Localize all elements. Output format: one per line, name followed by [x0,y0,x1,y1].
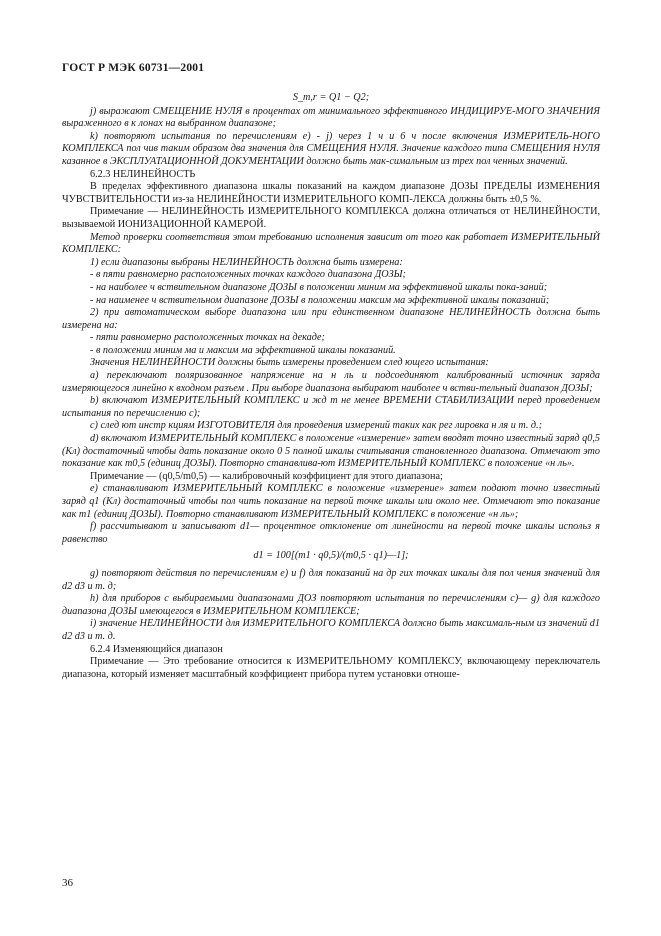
paragraph: Метод проверки соответствия этом требованию исполнения зависит от того как работает ИЗМЕРИТЕЛЬНЫЙ КОМПЛЕКС: [62,231,600,256]
list-item-b: b) включают ИЗМЕРИТЕЛЬНЫЙ КОМПЛЕКС и жд т не менее ВРЕМЕНИ СТАБИЛИЗАЦИИ перед проведением испытания по перечислению с); [62,395,600,419]
list-item-i: i) значение НЕЛИНЕЙНОСТИ для ИЗМЕРИТЕЛЬНОГО КОМПЛЕКСА должно быть максималь-ным из значений d1 d2 d3 и т. д. [62,618,600,642]
list-item-a: а) переключают поляризованное напряжение на н ль и подсоединяют калиброванный источник заряда измеряющегося линейно к входном разъем . При выборе диапазона выбирают наиболее ч встви-тельный диапазон ДОЗЫ; [62,370,600,394]
document-header: ГОСТ Р МЭК 60731—2001 [62,62,205,74]
section-heading-6-2-3: 6.2.3 НЕЛИНЕЙНОСТЬ [90,168,196,180]
list-item-j: j) выражают СМЕЩЕНИЕ НУЛЯ в процентах от минимального эффективного ИНДИЦИРУЕ-МОГО ЗНАЧЕНИЯ выраженного в к лонах на выбранном диапазоне; [62,105,600,130]
formula-nonlinearity: d1 = 100[(m1 · q0,5)/(m0,5 · q1)—1]; [253,550,409,562]
list-item-c: с) след ют инстр кциям ИЗГОТОВИТЕЛЯ для проведения измерений таких как рег лировка н ля и т. д.; [90,420,542,432]
list-item-f: f) рассчитывают и записывают d1— процентное отклонение от линейности на первой точке шкалы использ я равенство [62,521,600,545]
list-item: - в пяти равномерно расположенных точках каждого диапазона ДОЗЫ; [90,269,406,281]
list-item-e: е) станавливают ИЗМЕРИТЕЛЬНЫЙ КОМПЛЕКС в положение «измерение» затем подают точно известный заряд q1 (Кл) достаточный чтобы пол чить показание на первой точке шкалы или около нее. Отмечают это показание как m1 (единиц ДОЗЫ). Повторно станавливают ИЗМЕРИТЕЛЬНЫЙ КОМПЛЕКС в положение «н ль»; [62,483,600,520]
list-item-k: k) повторяют испытания по перечислениям е) - j) через 1 ч и 6 ч после включения ИЗМЕРИТЕЛЬ-НОГО КОМПЛЕКСА пол чив таким образом два значения для СМЕЩЕНИЯ НУЛЯ. Значение каждого типа СМЕЩЕНИЯ НУЛЯ казанное в ЭКСПЛУАТАЦИОННОЙ ДОКУМЕНТАЦИИ должно быть мак-симальным из трех пол ченных значений. [62,130,600,167]
paragraph: Значения НЕЛИНЕЙНОСТИ должны быть измерены проведением след ющего испытания: [90,357,489,369]
section-heading-6-2-4: 6.2.4 Изменяющийся диапазон [90,643,223,655]
list-item: 1) если диапазоны выбраны НЕЛИНЕЙНОСТЬ должна быть измерена: [90,256,403,268]
formula-zero-shift: S_m,r = Q1 − Q2; [292,92,370,103]
list-item-g: g) повторяют действия по перечислениям е) и f) для показаний на др гих точках шкалы для пол чения значений для d2 d3 и т. д; [62,567,600,592]
document-body [62,92,600,681]
paragraph: В пределах эффективного диапазона шкалы показаний на каждом диапазоне ДОЗЫ ПРЕДЕЛЫ ИЗМЕНЕНИЯ ЧУВСТВИТЕЛЬНОСТИ из-за НЕЛИНЕЙНОСТИ ИЗМЕРИТЕЛЬНОГО КОМП-ЛЕКСА должны быть ±0,5 %. [62,181,600,205]
list-item: - на наиболее ч вствительном диапазоне ДОЗЫ в положении миним ма эффективной шкалы пока-заний; [90,281,548,293]
note: Примечание — Это требование относится к ИЗМЕРИТЕЛЬНОМУ КОМПЛЕКСУ, включающему переключатель диапазона, который изменяет масштабный коэффициент прибора путем установки отноше- [62,656,600,680]
note: Примечание — (q0,5/m0,5) — калибровочный коэффициент для этого диапазона; [90,470,443,482]
list-item: - на наименее ч вствительном диапазоне ДОЗЫ в положении максим ма эффективной шкалы показаний; [90,294,550,306]
note: Примечание — НЕЛИНЕЙНОСТЬ ИЗМЕРИТЕЛЬНОГО КОМПЛЕКСА должна отличаться от НЕЛИНЕЙНОСТИ, вызываемой ИОНИЗАЦИОННОЙ КАМЕРОЙ. [62,206,600,230]
list-item-d: d) включают ИЗМЕРИТЕЛЬНЫЙ КОМПЛЕКС в положение «измерение» затем вводят точно известный заряд q0,5 (Кл) достаточный чтобы дать показание около 0 5 полной шкалы считывания становленного диапазона. Отмечают это показание как m0,5 (единиц ДОЗЫ). Повторно станавлива-ют ИЗМЕРИТЕЛЬНЫЙ КОМПЛЕКС в положение «н ль». [62,433,600,470]
list-item-h: h) для приборов с выбираемыми диапазонами ДОЗ повторяют испытания по перечислениям с)— g) для каждого диапазона ДОЗЫ имеющегося в ИЗМЕРИТЕЛЬНОМ КОМПЛЕКСЕ; [62,593,600,617]
list-item: - в положении миним ма и максим ма эффективной шкалы показаний. [90,344,396,356]
list-item: - пяти равномерно расположенных точках на декаде; [90,332,325,344]
page-number: 36 [62,877,73,889]
list-item: 2) при автоматическом выборе диапазона или при единственном диапазоне НЕЛИНЕЙНОСТЬ должна быть измерена на: [62,307,600,331]
